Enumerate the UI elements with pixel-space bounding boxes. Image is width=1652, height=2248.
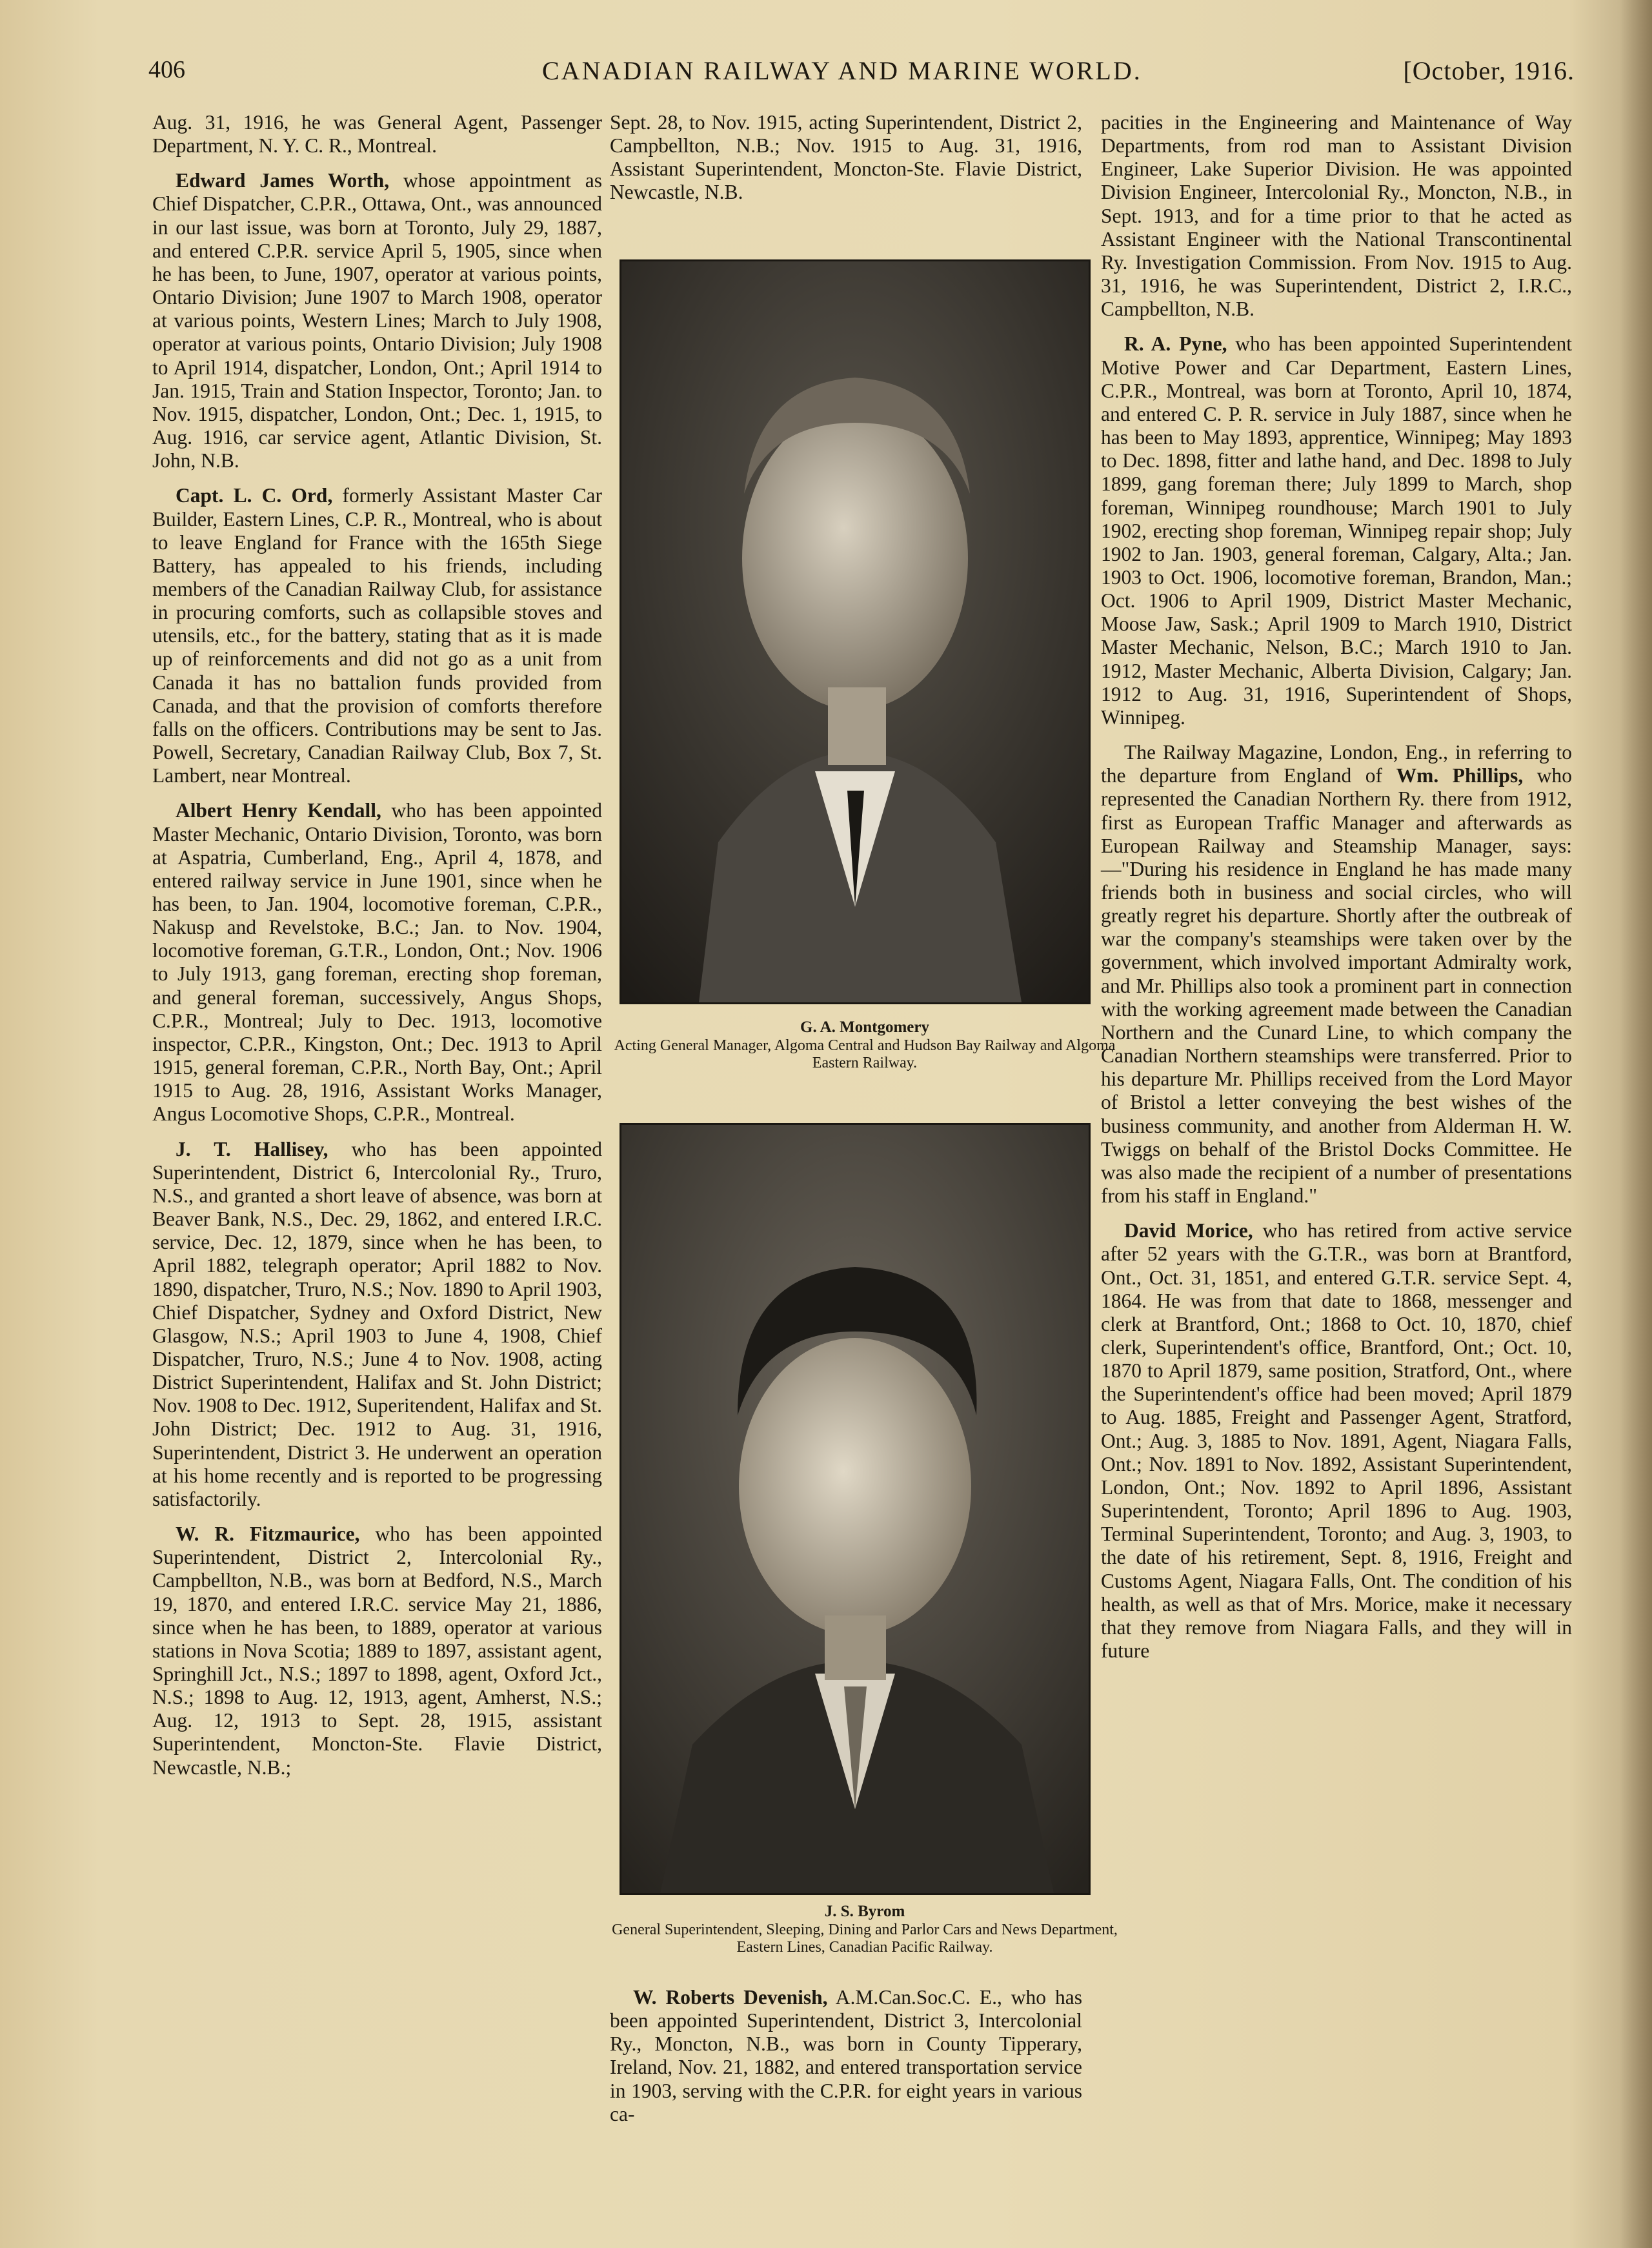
article-intro: The Railway Magazine, London, Eng., in referring to the departure from England of xyxy=(1101,741,1572,787)
article-continuation: Aug. 31, 1916, he was General Agent, Passenger Department, N. Y. C. R., Montreal. xyxy=(152,111,602,157)
text-column-2-lower xyxy=(610,1986,1082,2138)
article-continuation: Sept. 28, to Nov. 1915, acting Superintendent, District 2, Campbellton, N.B.; Nov. 1915 to Aug. 31, 1916, Assistant Superintendent, Moncton-Ste. Flavie District, Newcastle, N.B. xyxy=(610,111,1082,204)
caption-name: G. A. Montgomery xyxy=(800,1018,929,1036)
article-body: A.M.Can.Soc.C. E., who has been appointed Superintendent, District 3, Intercolonial Ry., Moncton, N.B., was born in County Tipperary, Ireland, Nov. 21, 1882, and entered transportation service in 1903, serving with the C.P.R. for eight years in various ca- xyxy=(610,1986,1082,2125)
article-ord xyxy=(152,484,602,787)
article-pyne xyxy=(1101,332,1572,729)
portrait-photo-montgomery xyxy=(620,259,1091,1004)
person-name: W. R. Fitzmaurice, xyxy=(176,1523,360,1546)
article-hallisey xyxy=(152,1138,602,1512)
issue-date: [October, 1916. xyxy=(1403,56,1575,85)
page-header xyxy=(148,56,1575,101)
text-column-2 xyxy=(610,111,1082,216)
text-column-3 xyxy=(1101,111,1572,1674)
article-morice xyxy=(1101,1219,1572,1663)
page-number: 406 xyxy=(148,56,185,83)
article-body: who has been appointed Superintendent, District 6, Intercolonial Ry., Truro, N.S., and granted a short leave of absence, was born at Beaver Bank, N.S., Dec. 29, 1862, and entered I.R.C. service, Dec. 12, 1879, since when he has been, to April 1882, telegraph operator; April 1882 to Nov. 1890, dispatcher, Truro, N.S.; Nov. 1890 to April 1903, Chief Dispatcher, Sydney and Oxford District, New Glasgow, N.S.; April 1903 to June 4, 1908, Chief Dispatcher, Truro, N.S.; June 4 to Nov. 1908, acting District Superintendent, Halifax and St. John District; Nov. 1908 to Dec. 1912, Superitendent, Halifax and St. John District; Dec. 1912 to Aug. 31, 1916, Superintendent, District 3. He underwent an operation at his home recently and is reported to be progressing satisfactorily. xyxy=(152,1137,602,1510)
caption-title: General Superintendent, Sleeping, Dining and Parlor Cars and News Department, Eastern Lines, Canadian Pacific Railway. xyxy=(612,1921,1118,1956)
article-phillips xyxy=(1101,741,1572,1208)
article-kendall xyxy=(152,799,602,1126)
article-body: who has been appointed Superintendent Motive Power and Car Department, Eastern Lines, C.P.R., Montreal, was born at Toronto, April 10, 1874, and entered C. P. R. service in July 1887, since when he has been to May 1893, apprentice, Winnipeg; May 1893 to Dec. 1898, fitter and lathe hand, and Dec. 1898 to July 1899, gang foreman there; July 1899 to March, shop foreman, Winnipeg roundhouse; March 1901 to July 1902, erecting shop foreman, Winnipeg repair shop; July 1902 to Jan. 1903, general foreman, Calgary, Alta.; Jan. 1903 to Oct. 1906, locomotive foreman, Brandon, Man.; Oct. 1906 to April 1909, District Master Mechanic, Moose Jaw, Sask.; April 1909 to March 1910, District Master Mechanic, Nelson, B.C.; March 1910 to Jan. 1912, Master Mechanic, Alberta Division, Calgary; Jan. 1912 to Aug. 31, 1916, Superintendent of Shops, Winnipeg. xyxy=(1101,332,1573,729)
article-fitzmaurice xyxy=(152,1523,602,1779)
person-name: J. T. Hallisey, xyxy=(176,1137,328,1160)
caption-name: J. S. Byrom xyxy=(824,1903,905,1920)
article-body: who represented the Canadian Northern Ry. there from 1912, first as European Traffic Manager and afterwards as European Railway and Steamship Manager, says:—"During his residence in England he has made many friends both in business and social circles, who will greatly regret his departure. Shortly after the outbreak of war the company's steamships were taken over by the government, which involved important Admiralty work, and Mr. Phillips also took a prominent part in connection with the working agreement made between the Canadian Northern and the Cunard Line, to which company the Canadian Northern steamships were transferred. Prior to his departure Mr. Phillips received from the Lord Mayor of Bristol a letter conveying the best wishes of the business community, and another from Alderman H. W. Twiggs on behalf of the Bristol Docks Committee. He was also made the recipient of a number of presentations from his staff in England." xyxy=(1101,764,1573,1208)
article-body: whose appointment as Chief Dispatcher, C.P.R., Ottawa, Ont., was announced in our last issue, was born at Toronto, July 29, 1887, and entered C.P.R. service April 5, 1905, since when he has been, to June, 1907, operator at various points, Ontario Division; June 1907 to March 1908, operator at various points, Western Lines; March to July 1908, operator at various points, Ontario Division; July 1908 to April 1914, dispatcher, London, Ont.; April 1914 to Jan. 1915, Train and Station Inspector, Toronto; Jan. to Nov. 1915, dispatcher, London, Ont.; Dec. 1, 1915, to Aug. 1916, car service agent, Atlantic Division, St. John, N.B. xyxy=(152,169,602,472)
person-name: Edward James Worth, xyxy=(176,169,390,192)
binding-shadow xyxy=(1620,0,1652,2248)
person-name: Wm. Phillips, xyxy=(1396,764,1524,787)
portrait-illustration xyxy=(621,1125,1089,1893)
journal-title: CANADIAN RAILWAY AND MARINE WORLD. xyxy=(542,56,1142,85)
person-name: David Morice, xyxy=(1124,1219,1253,1242)
article-body: who has been appointed Superintendent, District 2, Intercolonial Ry., Campbellton, N.B., was born at Bedford, N.S., March 19, 1870, and entered I.R.C. service May 21, 1886, since when he has been, to 1889, operator at various stations in Nova Scotia; 1889 to 1897, assistant agent, Springhill Jct., N.S.; 1897 to 1898, agent, Oxford Jct., N.S.; 1898 to Aug. 12, 1913, agent, Amherst, N.S.; Aug. 12, 1913 to Sept. 28, 1915, assistant Superintendent, Moncton-Ste. Flavie District, Newcastle, N.B.; xyxy=(152,1523,602,1779)
portrait-illustration xyxy=(621,261,1089,1002)
person-name: R. A. Pyne, xyxy=(1124,332,1227,356)
article-continuation: pacities in the Engineering and Maintenance of Way Departments, from rod man to Assistant Division Engineer, Lake Superior Division. He was appointed Division Engineer, Intercolonial Ry., Moncton, N.B., in Sept. 1913, and for a time prior to that he acted as Assistant Engineer with the National Transcontinental Ry. Investigation Commission. From Nov. 1915 to Aug. 31, 1916, he was Superintendent, District 2, I.R.C., Campbellton, N.B. xyxy=(1101,111,1572,321)
text-column-1 xyxy=(152,111,602,1791)
person-name: W. Roberts Devenish, xyxy=(633,1986,828,2009)
article-devenish xyxy=(610,1986,1082,2126)
article-body: who has been appointed Master Mechanic, Ontario Division, Toronto, was born at Aspatria, Cumberland, Eng., April 4, 1878, and entered railway service in June 1901, since when he has been, to Jan. 1904, locomotive foreman, C.P.R., Nakusp and Revelstoke, B.C.; Jan. to Nov. 1904, locomotive foreman, G.T.R., London, Ont.; Nov. 1906 to July 1913, gang foreman, erecting shop foreman, and general foreman, successively, Angus Shops, C.P.R., Montreal; July to Dec. 1913, locomotive inspector, C.P.R., Kingston, Ont.; Dec. 1913 to April 1915, general foreman, C.P.R., North Bay, Ont.; April 1915 to Aug. 28, 1916, Assistant Works Manager, Angus Locomotive Shops, C.P.R., Montreal. xyxy=(152,799,602,1126)
article-worth xyxy=(152,169,602,472)
photo-caption-montgomery xyxy=(610,1018,1120,1073)
article-body: who has retired from active service after 52 years with the G.T.R., was born at Brantford, Ont., Oct. 31, 1851, and entered G.T.R. service Sept. 4, 1864. He was from that date to 1868, messenger and clerk at Brantford, Ont.; 1868 to Oct. 10, 1870, chief clerk, Superintendent's office, Brantford, Ont.; Oct. 10, 1870 to April 1879, same position, Stratford, Ont., where the Superintendent's office had been moved; April 1879 to Aug. 1885, Freight and Passenger Agent, Stratford, Ont.; Aug. 3, 1885 to Nov. 1891, Agent, Niagara Falls, Ont.; Nov. 1891 to Nov. 1892, Assistant Superintendent, London, Ont.; Nov. 1892 to April 1896, Assistant Superintendent, Toronto; April 1896 to Aug. 1903, Terminal Superintendent, Toronto; and Aug. 3, 1903, to the date of his retirement, Sept. 8, 1916, Freight and Customs Agent, Niagara Falls, Ont. The condition of his health, as well as that of Mrs. Morice, make it necessary that they remove from Niagara Falls, and they will in future xyxy=(1101,1219,1572,1662)
person-name: Capt. L. C. Ord, xyxy=(176,484,333,507)
portrait-photo-byrom xyxy=(620,1123,1091,1895)
caption-title: Acting General Manager, Algoma Central and Hudson Bay Railway and Algoma Eastern Railway. xyxy=(614,1037,1116,1072)
photo-caption-byrom xyxy=(610,1903,1120,1957)
person-name: Albert Henry Kendall, xyxy=(176,799,381,822)
article-body: formerly Assistant Master Car Builder, Eastern Lines, C.P. R., Montreal, who is about to leave England for France with the 165th Siege Battery, has appealed to his friends, including members of the Canadian Railway Club, for assistance in procuring comforts, such as collapsible stoves and utensils, etc., for the battery, stating that as it is made up of reinforcements and did not go as a unit from Canada it has no battalion funds provided from Canada, and that the provision of comforts therefore falls on the officers. Contributions may be sent to Jas. Powell, Secretary, Canadian Railway Club, Box 7, St. Lambert, near Montreal. xyxy=(152,484,602,787)
